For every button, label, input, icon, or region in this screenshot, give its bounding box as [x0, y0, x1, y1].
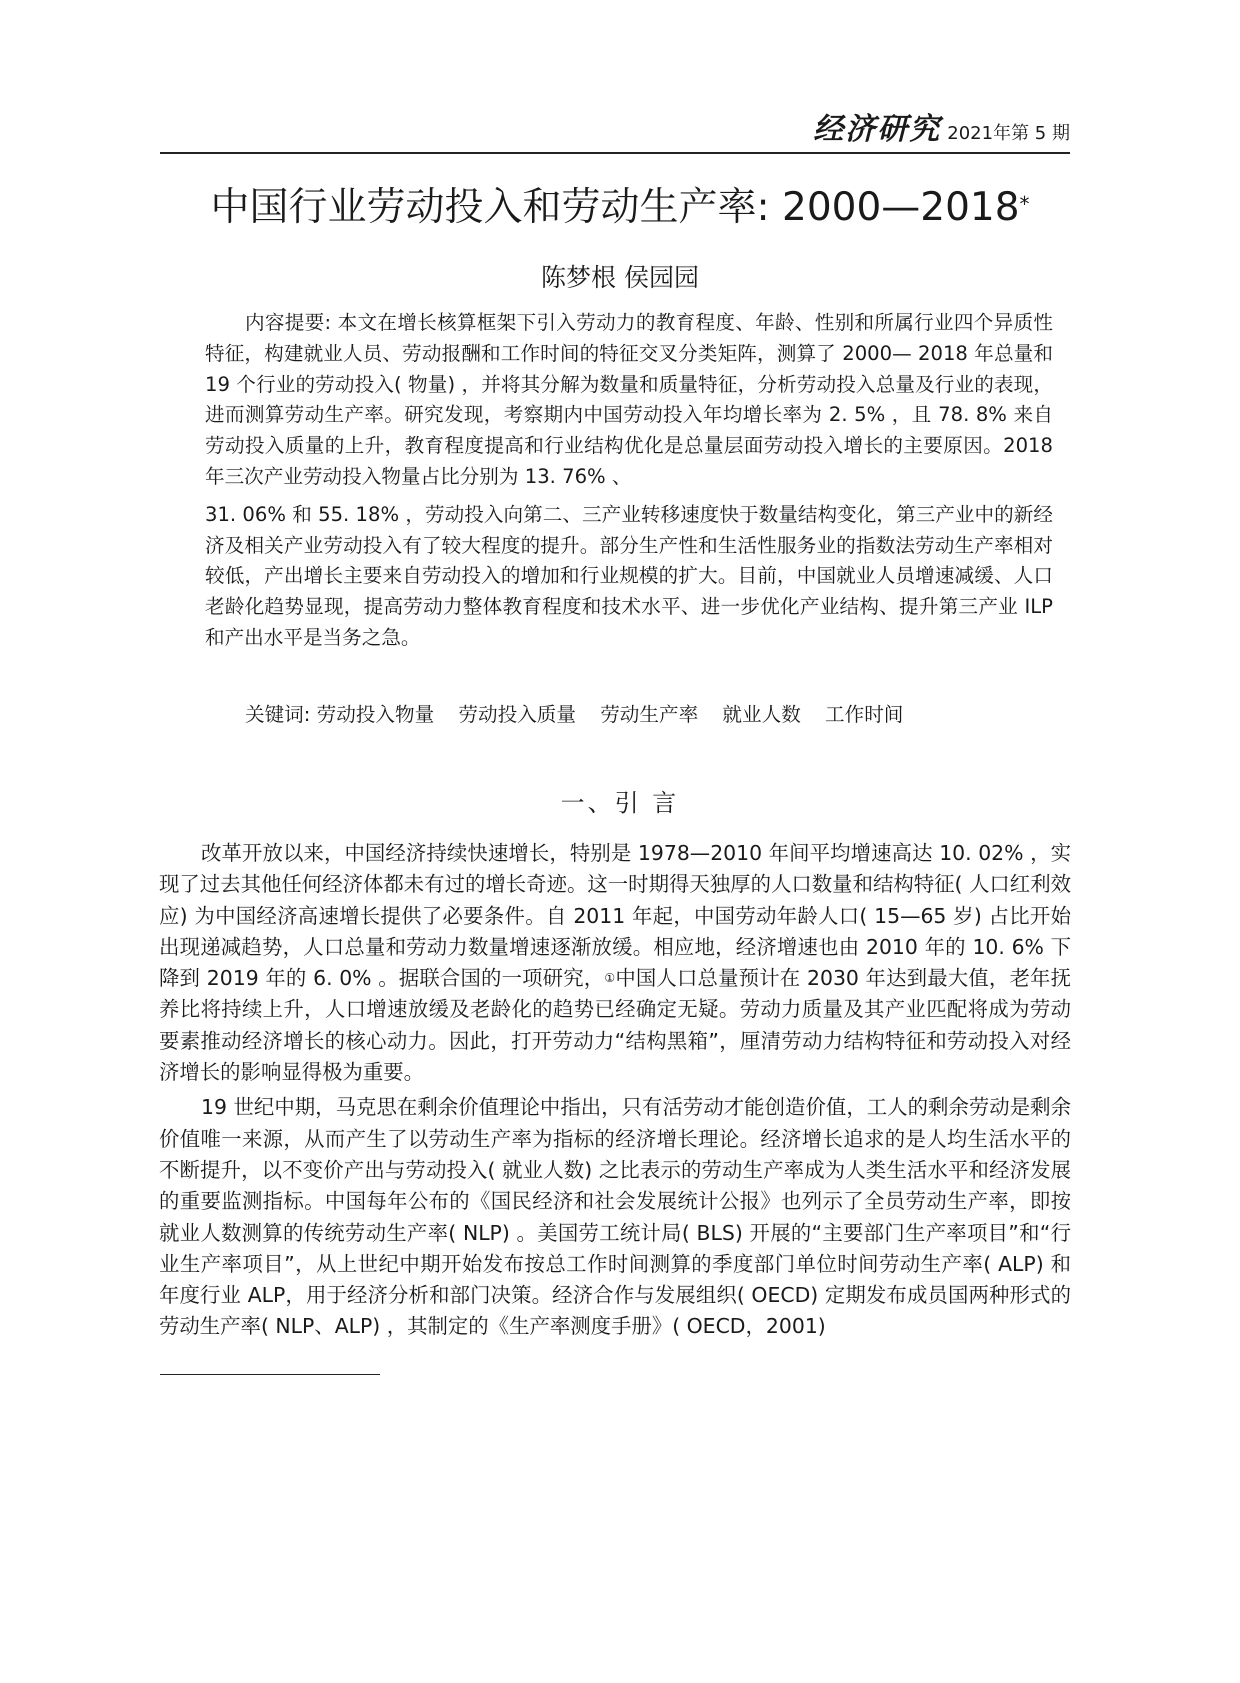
keyword-item: 劳动投入物量: [316, 703, 435, 726]
body-paragraph-1: [159, 838, 1071, 1088]
section-heading-introduction: 一、引 言: [560, 789, 680, 817]
journal-masthead: [813, 104, 1070, 148]
abstract: [205, 308, 1053, 654]
article-title-text: 中国行业劳动投入和劳动生产率: 2000—2018: [210, 185, 1020, 230]
abstract-paragraph-1: 内容提要: 本文在增长核算框架下引入劳动力的教育程度、年龄、性别和所属行业四个异质性特征，构建就业人员、劳动报酬和工作时间的特征交叉分类矩阵，测算了 2000— 2018 年总量和 19 个行业的劳动投入( 物量) ，并将其分解为数量和质量特征，分析劳动投入总量及行业的表现，进而测算劳动生产率。研究发现，考察期内中国劳动投入年均增长率为 2. 5% ，且 78. 8% 来自劳动投入质量的上升，教育程度提高和行业结构优化是总量层面劳动投入增长的主要原因。2018 年三次产业劳动投入物量占比分别为 13. 76% 、: [205, 311, 1053, 488]
title-footnote-mark: *: [1019, 192, 1030, 216]
keyword-item: 劳动生产率: [600, 703, 699, 726]
body-paragraph-1-part-b: 中国人口总量预计在 2030 年达到最大值，老年抚养比将持续上升，人口增速放缓及老龄化的趋势已经确定无疑。劳动力质量及其产业匹配将成为劳动要素推动经济增长的核心动力。因此，打开劳动力“结构黑箱”，厘清劳动力结构特征和劳动投入对经济增长的影响显得极为重要。: [159, 966, 1071, 1085]
article-authors: 陈梦根 侯园园: [541, 263, 699, 292]
keyword-item: 劳动投入质量: [458, 703, 576, 726]
keyword-item: 就业人数: [722, 703, 801, 726]
body-paragraph-2: 19 世纪中期，马克思在剩余价值理论中指出，只有活劳动才能创造价值，工人的剩余劳动是剩余价值唯一来源，从而产生了以劳动生产率为指标的经济增长理论。经济增长追求的是人均生活水平的不断提升，以不变价产出与劳动投入( 就业人数) 之比表示的劳动生产率成为人类生活水平和经济发展的重要监测指标。中国每年公布的《国民经济和社会发展统计公报》也列示了全员劳动生产率，即按就业人数测算的传统劳动生产率( NLP) 。美国劳工统计局( BLS) 开展的“主要部门生产率项目”和“行业生产率项目”，从上世纪中期开始发布按总工作时间测算的季度部门单位时间劳动生产率( ALP) 和年度行业 ALP，用于经济分析和部门决策。经济合作与发展组织( OECD) 定期发布成员国两种形式的劳动生产率( NLP、ALP) ，其制定的《生产率测度手册》( OECD，2001): [159, 1095, 1071, 1339]
keywords-label: 关键词:: [245, 703, 311, 726]
footnote-marker: ①: [604, 971, 616, 986]
journal-issue: 2021年第 5 期: [947, 123, 1070, 144]
footnote-divider: [160, 1374, 380, 1375]
body-text: [159, 838, 1071, 1343]
abstract-paragraph-2: 31. 06% 和 55. 18% ，劳动投入向第二、三产业转移速度快于数量结构变化，第三产业中的新经济及相关产业劳动投入有了较大程度的提升。部分生产性和生活性服务业的指数法劳动生产率相对较低，产出增长主要来自劳动投入的增加和行业规模的扩大。目前，中国就业人员增速减缓、人口老龄化趋势显现，提高劳动力整体教育程度和技术水平、进一步优化产业结构、提升第三产业 ILP 和产出水平是当务之急。: [205, 502, 1053, 649]
keywords: [245, 700, 921, 730]
keyword-item: 工作时间: [825, 703, 904, 726]
running-header: [160, 112, 1070, 154]
article-title: [120, 182, 1120, 234]
body-paragraph-1-part-a: 改革开放以来，中国经济持续快速增长，特别是 1978—2010 年间平均增速高达 10. 02% ，实现了过去其他任何经济体都未有过的增长奇迹。这一时期得天独厚的人口数量和结构特征( 人口红利效应) 为中国经济高速增长提供了必要条件。自 2011 年起，中国劳动年龄人口( 15—65 岁) 占比开始出现递减趋势，人口总量和劳动力数量增速逐渐放缓。相应地，经济增速也由 2010 年的 10. 6% 下降到 2019 年的 6. 0% 。据联合国的一项研究，: [159, 841, 1071, 991]
journal-name: 经济研究: [813, 112, 942, 147]
